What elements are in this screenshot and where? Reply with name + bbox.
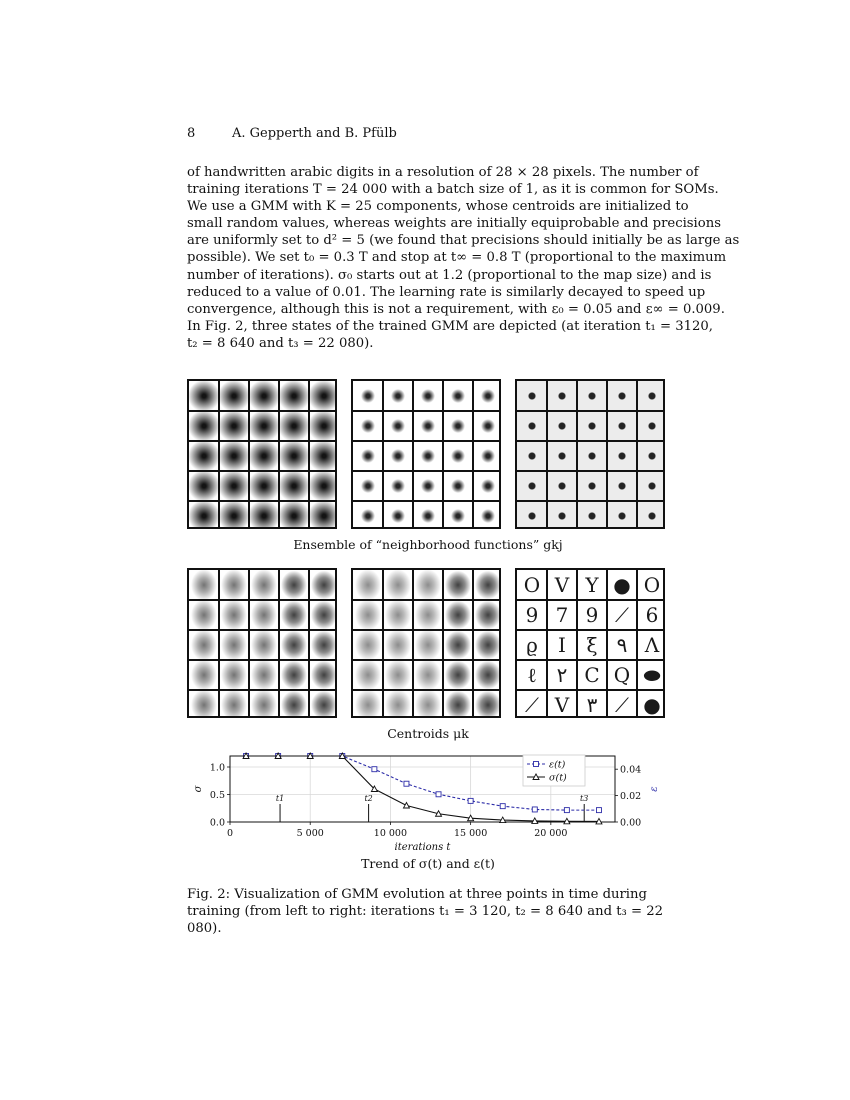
neighborhood-cell bbox=[547, 441, 577, 471]
neighborhood-cell bbox=[607, 411, 637, 441]
centroid-cell: O bbox=[523, 573, 541, 597]
centroid-cell bbox=[309, 630, 337, 660]
neighborhood-cell bbox=[473, 411, 501, 441]
centroid-cell: 9 bbox=[585, 603, 599, 627]
neighborhood-cell bbox=[547, 471, 577, 501]
centroid-cell: I bbox=[558, 633, 566, 657]
neighborhood-cell bbox=[637, 411, 665, 441]
grid-line bbox=[606, 570, 608, 718]
neighborhood-cell bbox=[547, 411, 577, 441]
centroid-cell: ℓ bbox=[527, 662, 537, 687]
figure-caption-text: Visualization of GMM evolution at three points in time during training (from left to right: iterations t₁ = 3 120, t₂ = 8 640 and t₃ = 22 080). bbox=[187, 887, 664, 936]
neighborhood-cell bbox=[517, 441, 547, 471]
y-tick-label-right: 0.02 bbox=[620, 791, 642, 803]
centroid-cell bbox=[189, 630, 219, 660]
y-tick-label-left: 0.0 bbox=[209, 817, 225, 829]
body-line: are uniformly set to d² = 5 (we found that precisions should initially be as large as bbox=[187, 233, 740, 249]
centroid-cell: O bbox=[643, 573, 661, 597]
centroid-cell: ٩ bbox=[616, 633, 628, 657]
neighborhood-cell bbox=[577, 411, 607, 441]
centroid-cell bbox=[473, 570, 501, 600]
neighborhood-cell bbox=[353, 411, 383, 441]
grid-line bbox=[353, 500, 501, 502]
neighborhood-cell bbox=[279, 411, 309, 441]
neighborhood-cell bbox=[547, 501, 577, 529]
centroids-panel-t1 bbox=[187, 568, 337, 718]
grid-line bbox=[189, 629, 337, 631]
grid-line bbox=[248, 570, 250, 718]
body-line: We use a GMM with K = 25 components, whose centroids are initialized to bbox=[187, 199, 689, 215]
centroid-cell bbox=[219, 660, 249, 690]
neighborhood-cell bbox=[547, 381, 577, 411]
centroid-cell bbox=[309, 600, 337, 630]
neighborhood-cell bbox=[383, 501, 413, 529]
centroid-cell: ⟋ bbox=[525, 693, 539, 717]
y-tick-label-right: 0.00 bbox=[620, 817, 642, 829]
centroid-cell bbox=[279, 660, 309, 690]
centroid-cell bbox=[383, 600, 413, 630]
centroid-cell bbox=[413, 600, 443, 630]
centroid-cell: C bbox=[584, 663, 600, 687]
time-marker-label: t2 bbox=[364, 794, 373, 803]
grid-line bbox=[546, 381, 548, 529]
legend-label: σ(t) bbox=[549, 772, 567, 784]
grid-line bbox=[606, 381, 608, 529]
grid-line bbox=[218, 381, 220, 529]
centroid-cell bbox=[443, 630, 473, 660]
grid-line bbox=[576, 381, 578, 529]
neighborhood-cell bbox=[383, 411, 413, 441]
centroid-cell bbox=[189, 660, 219, 690]
centroid-cell bbox=[309, 690, 337, 718]
y-tick-label-left: 0.5 bbox=[209, 790, 225, 801]
grid-line bbox=[517, 689, 665, 691]
centroid-cell: ⟋ bbox=[615, 603, 629, 627]
data-point bbox=[500, 804, 505, 809]
centroid-cell: ⬬ bbox=[643, 663, 661, 687]
neighborhood-cell bbox=[637, 501, 665, 529]
neighborhood-cell bbox=[353, 381, 383, 411]
grid-line bbox=[189, 659, 337, 661]
neighborhood-cell bbox=[219, 441, 249, 471]
body-line: reduced to a value of 0.01. The learning rate is similarly decayed to speed up bbox=[187, 284, 706, 300]
neighborhood-cell bbox=[383, 471, 413, 501]
centroid-cell bbox=[383, 630, 413, 660]
neighborhood-cell bbox=[353, 471, 383, 501]
body-line: of handwritten arabic digits in a resolution of 28 × 28 pixels. The number of bbox=[187, 165, 699, 180]
centroid-cell bbox=[413, 690, 443, 718]
grid-line bbox=[189, 599, 337, 601]
neighborhood-cell bbox=[443, 441, 473, 471]
x-tick-label: 0 bbox=[226, 828, 234, 839]
neighborhood-cell bbox=[443, 471, 473, 501]
neighborhood-cell bbox=[473, 501, 501, 529]
neighborhood-cell bbox=[189, 501, 219, 529]
x-axis-label: iterations t bbox=[394, 842, 451, 853]
neighborhood-cell bbox=[249, 381, 279, 411]
body-line: training iterations T = 24 000 with a batch size of 1, as it is common for SOMs. bbox=[187, 182, 719, 198]
centroid-cell bbox=[413, 570, 443, 600]
grid-line bbox=[189, 689, 337, 691]
grid-line bbox=[189, 410, 337, 412]
neighborhood-cell bbox=[279, 471, 309, 501]
centroid-cell: ٢ bbox=[556, 663, 568, 687]
data-point bbox=[564, 808, 569, 813]
trend-caption: Trend of σ(t) and ε(t) bbox=[361, 856, 495, 871]
centroid-cell bbox=[353, 630, 383, 660]
neighborhood-cell bbox=[219, 471, 249, 501]
grid-line bbox=[353, 470, 501, 472]
neighborhood-panel-t3 bbox=[515, 379, 665, 529]
neighborhood-cell bbox=[249, 441, 279, 471]
grid-line bbox=[442, 381, 444, 529]
centroid-cell bbox=[413, 660, 443, 690]
centroid-cell: ٣ bbox=[586, 693, 598, 717]
trend-chart bbox=[187, 752, 667, 857]
grid-line bbox=[308, 381, 310, 529]
neighborhood-cell bbox=[309, 441, 337, 471]
centroid-cell: 9 bbox=[525, 603, 539, 627]
figure-caption bbox=[187, 886, 669, 937]
grid-line bbox=[442, 570, 444, 718]
centroid-cell: ϱ bbox=[526, 633, 538, 657]
neighborhood-cell bbox=[413, 471, 443, 501]
centroid-cell bbox=[249, 600, 279, 630]
neighborhood-cell bbox=[637, 471, 665, 501]
grid-line bbox=[189, 500, 337, 502]
grid-line bbox=[248, 381, 250, 529]
centroid-cell bbox=[279, 570, 309, 600]
centroid-cell bbox=[443, 660, 473, 690]
centroid-cell bbox=[443, 690, 473, 718]
grid-line bbox=[636, 570, 638, 718]
x-tick-label: 20 000 bbox=[534, 828, 568, 839]
neighborhood-cell bbox=[383, 381, 413, 411]
data-point bbox=[532, 807, 537, 812]
centroid-cell bbox=[383, 570, 413, 600]
centroid-cell bbox=[473, 630, 501, 660]
centroid-cell bbox=[279, 600, 309, 630]
neighborhood-cell bbox=[443, 381, 473, 411]
centroid-cell bbox=[249, 660, 279, 690]
centroids-caption: Centroids μk bbox=[387, 726, 469, 741]
centroid-cell bbox=[249, 630, 279, 660]
centroid-cell bbox=[383, 690, 413, 718]
body-paragraph bbox=[187, 164, 740, 352]
neighborhood-cell bbox=[577, 381, 607, 411]
x-tick-label: 10 000 bbox=[373, 828, 408, 839]
y-tick-label-left: 1.0 bbox=[209, 762, 225, 774]
centroid-cell bbox=[249, 570, 279, 600]
centroid-cell bbox=[473, 660, 501, 690]
neighborhood-cell bbox=[189, 411, 219, 441]
centroid-cell: ⟋ bbox=[615, 693, 629, 717]
centroids-panel-t2 bbox=[351, 568, 501, 718]
legend-marker bbox=[534, 762, 539, 767]
neighborhood-cell bbox=[353, 441, 383, 471]
centroid-cell: V bbox=[554, 693, 570, 717]
grid-line bbox=[517, 659, 665, 661]
centroid-cell bbox=[353, 660, 383, 690]
neighborhood-cell bbox=[413, 381, 443, 411]
neighborhood-panel-t1 bbox=[187, 379, 337, 529]
centroid-cell bbox=[219, 570, 249, 600]
data-point bbox=[372, 767, 377, 772]
body-line: In Fig. 2, three states of the trained GMM are depicted (at iteration t₁ = 3120, bbox=[187, 318, 713, 334]
figure-caption-label: Fig. 2: bbox=[187, 887, 231, 902]
neighborhood-cell bbox=[577, 501, 607, 529]
grid-line bbox=[353, 410, 501, 412]
x-tick-label: 5 000 bbox=[296, 828, 324, 839]
neighborhood-cell bbox=[413, 441, 443, 471]
neighborhood-cell bbox=[473, 471, 501, 501]
data-point bbox=[436, 792, 441, 797]
grid-line bbox=[517, 470, 665, 472]
neighborhood-cell bbox=[309, 381, 337, 411]
neighborhood-cell bbox=[309, 411, 337, 441]
grid-line bbox=[517, 500, 665, 502]
centroid-cell bbox=[353, 570, 383, 600]
grid-line bbox=[517, 629, 665, 631]
neighborhood-cell bbox=[517, 381, 547, 411]
centroid-cell bbox=[413, 630, 443, 660]
centroid-cell bbox=[189, 600, 219, 630]
centroid-cell bbox=[443, 600, 473, 630]
neighborhood-panel-t2 bbox=[351, 379, 501, 529]
grid-line bbox=[382, 381, 384, 529]
running-head: A. Gepperth and B. Pfülb bbox=[232, 126, 397, 141]
grid-line bbox=[353, 689, 501, 691]
neighborhood-cell bbox=[353, 501, 383, 529]
time-marker-label: t1 bbox=[275, 794, 285, 803]
centroid-cell bbox=[279, 630, 309, 660]
neighborhood-cell bbox=[219, 381, 249, 411]
centroid-cell bbox=[473, 690, 501, 718]
data-point bbox=[404, 781, 409, 786]
neighborhood-cell bbox=[637, 441, 665, 471]
grid-line bbox=[517, 440, 665, 442]
neighborhood-cell bbox=[607, 501, 637, 529]
centroids-panel-t3 bbox=[515, 568, 665, 718]
centroid-cell bbox=[219, 600, 249, 630]
neighborhood-cell bbox=[607, 381, 637, 411]
body-line: convergence, although this is not a requirement, with ε₀ = 0.05 and ε∞ = 0.009. bbox=[187, 301, 725, 317]
neighborhood-cell bbox=[577, 471, 607, 501]
y-tick-label-right: 0.04 bbox=[620, 764, 642, 776]
neighborhood-cell bbox=[443, 411, 473, 441]
centroid-cell bbox=[383, 660, 413, 690]
grid-line bbox=[278, 570, 280, 718]
neighborhood-cell bbox=[249, 501, 279, 529]
grid-line bbox=[472, 570, 474, 718]
grid-line bbox=[382, 570, 384, 718]
data-point bbox=[403, 803, 409, 809]
neighborhood-cell bbox=[189, 441, 219, 471]
centroid-cell bbox=[353, 690, 383, 718]
neighborhood-cell bbox=[279, 441, 309, 471]
centroid-cell: ξ bbox=[586, 633, 598, 657]
neighborhood-cell bbox=[607, 471, 637, 501]
centroid-cell bbox=[189, 690, 219, 718]
centroid-cell bbox=[249, 690, 279, 718]
centroid-cell: 7 bbox=[555, 603, 569, 627]
neighborhood-cell bbox=[309, 501, 337, 529]
centroid-cell bbox=[279, 690, 309, 718]
centroid-cell bbox=[219, 630, 249, 660]
neighborhood-cell bbox=[473, 441, 501, 471]
neighborhood-cell bbox=[637, 381, 665, 411]
neighborhood-cell bbox=[189, 471, 219, 501]
neighborhood-cell bbox=[249, 471, 279, 501]
body-line: t₂ = 8 640 and t₃ = 22 080). bbox=[187, 335, 374, 351]
neighborhood-cell bbox=[383, 441, 413, 471]
neighborhood-cell bbox=[517, 501, 547, 529]
body-line: small random values, whereas weights are initially equiprobable and precisions bbox=[187, 216, 721, 232]
neighborhood-cell bbox=[577, 441, 607, 471]
legend-label: ε(t) bbox=[549, 759, 566, 771]
centroid-cell: Q bbox=[613, 663, 631, 687]
grid-line bbox=[353, 440, 501, 442]
x-tick-label: 15 000 bbox=[454, 828, 488, 839]
neighborhood-cell bbox=[517, 411, 547, 441]
grid-line bbox=[218, 570, 220, 718]
centroid-cell bbox=[189, 570, 219, 600]
body-line: number of iterations). σ₀ starts out at 1.2 (proportional to the map size) and is bbox=[187, 267, 712, 283]
neighborhood-cell bbox=[219, 501, 249, 529]
neighborhood-cell bbox=[607, 441, 637, 471]
centroid-cell: 6 bbox=[645, 603, 659, 627]
data-point bbox=[468, 798, 473, 803]
grid-line bbox=[308, 570, 310, 718]
centroid-cell: ● bbox=[613, 573, 631, 597]
page-number: 8 bbox=[187, 126, 196, 141]
centroid-cell bbox=[443, 570, 473, 600]
neighborhood-cell bbox=[309, 471, 337, 501]
grid-line bbox=[278, 381, 280, 529]
y-axis-label-left: σ bbox=[193, 785, 204, 793]
centroid-cell bbox=[309, 570, 337, 600]
grid-line bbox=[412, 381, 414, 529]
centroid-cell bbox=[353, 600, 383, 630]
grid-line bbox=[412, 570, 414, 718]
neighborhood-cell bbox=[249, 411, 279, 441]
y-axis-label-right: ε bbox=[649, 786, 660, 792]
neighborhood-caption: Ensemble of “neighborhood functions” gkj bbox=[293, 537, 563, 552]
centroid-cell bbox=[473, 600, 501, 630]
centroid-cell bbox=[309, 660, 337, 690]
centroid-cell: V bbox=[554, 573, 570, 597]
grid-line bbox=[353, 629, 501, 631]
neighborhood-cell bbox=[189, 381, 219, 411]
neighborhood-cell bbox=[279, 501, 309, 529]
grid-line bbox=[189, 470, 337, 472]
centroid-cell bbox=[219, 690, 249, 718]
grid-line bbox=[546, 570, 548, 718]
neighborhood-cell bbox=[219, 411, 249, 441]
grid-line bbox=[353, 599, 501, 601]
centroid-cell: ● bbox=[643, 693, 661, 717]
neighborhood-cell bbox=[279, 381, 309, 411]
body-line: possible). We set t₀ = 0.3 T and stop at t∞ = 0.8 T (proportional to the maximum bbox=[187, 250, 727, 266]
neighborhood-cell bbox=[413, 501, 443, 529]
centroid-cell: Y bbox=[585, 573, 599, 597]
neighborhood-cell bbox=[443, 501, 473, 529]
data-point bbox=[596, 808, 601, 813]
grid-line bbox=[517, 599, 665, 601]
time-marker-label: t3 bbox=[580, 794, 589, 803]
grid-line bbox=[517, 410, 665, 412]
grid-line bbox=[189, 440, 337, 442]
grid-line bbox=[472, 381, 474, 529]
neighborhood-cell bbox=[413, 411, 443, 441]
centroid-cell: Λ bbox=[644, 633, 660, 657]
neighborhood-cell bbox=[517, 471, 547, 501]
grid-line bbox=[636, 381, 638, 529]
grid-line bbox=[353, 659, 501, 661]
neighborhood-cell bbox=[473, 381, 501, 411]
grid-line bbox=[576, 570, 578, 718]
